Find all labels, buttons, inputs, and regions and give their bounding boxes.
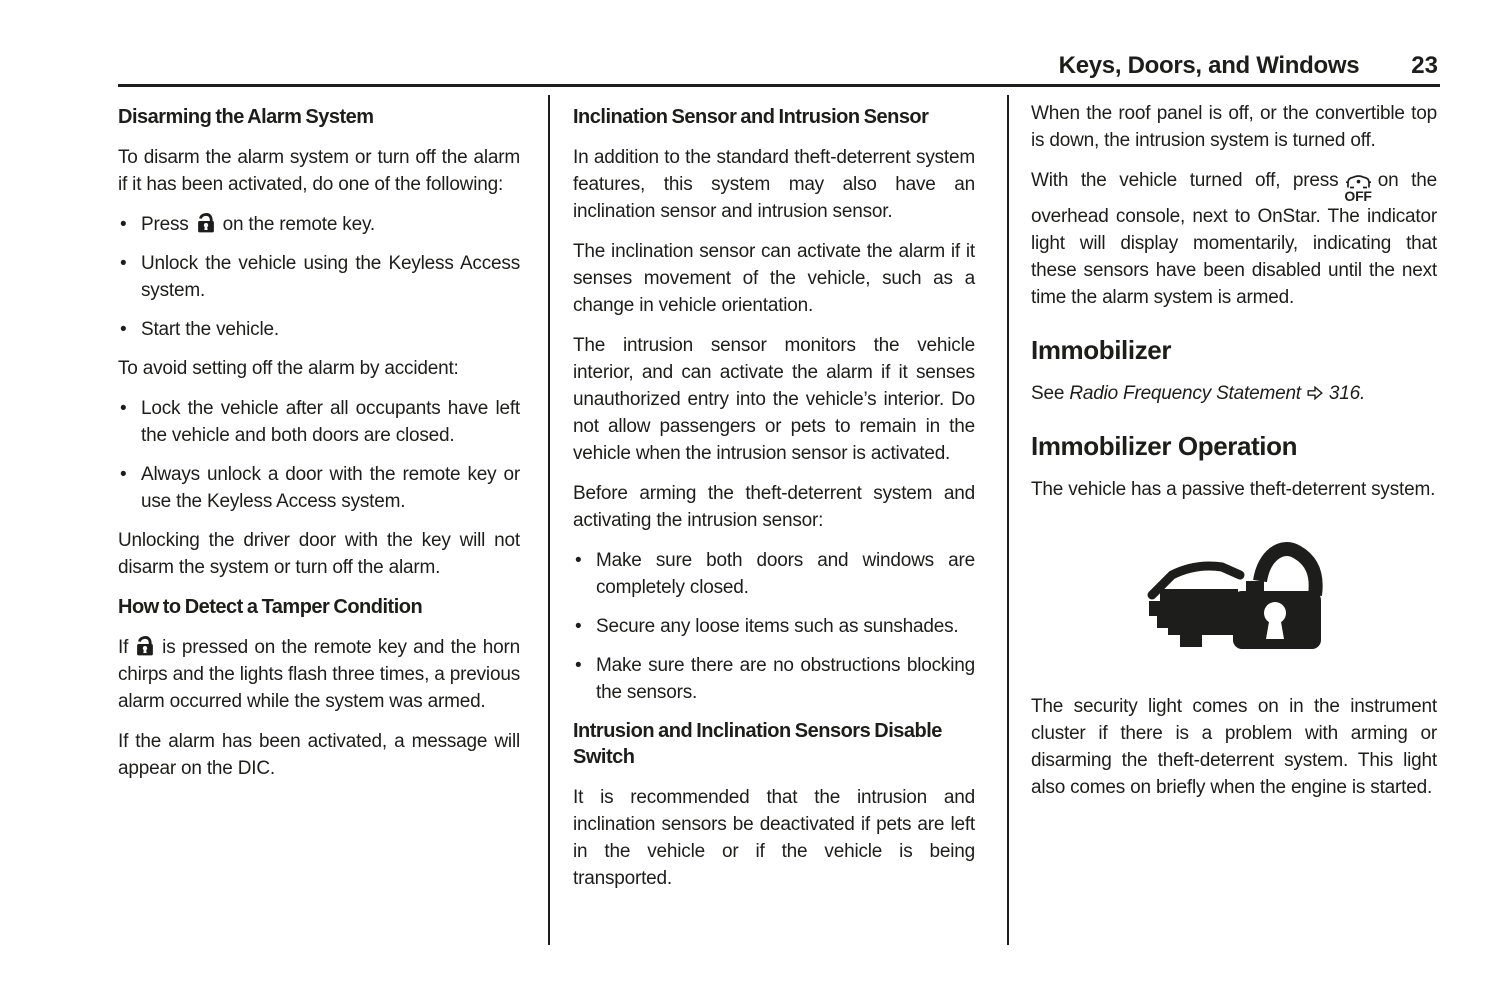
list-item-text: Make sure there are no obstructions blocking the sensors. — [596, 655, 975, 703]
section-heading-tamper: How to Detect a Tamper Condition — [118, 596, 423, 618]
paragraph: In addition to the standard theft-deterrent system features, this system may also have an inclination sensor and intrusion sensor. — [573, 147, 975, 222]
paragraph: The intrusion sensor monitors the vehicle interior, and can activate the alarm if it senses unauthorized entry into the vehicle’s interior. Do not allow passengers or pets to remain in the vehicle when the intrusion sensor is activated. — [573, 335, 975, 464]
reference-page: 316. — [1328, 383, 1366, 404]
paragraph-text: With the vehicle turned off, press — [1031, 170, 1339, 191]
paragraph: Before arming the theft-deterrent system and activating the intrusion sensor: — [573, 483, 975, 531]
list-item — [118, 395, 520, 449]
see-label: See — [1031, 383, 1065, 404]
bullet-list — [118, 211, 520, 343]
section-heading-disable-switch: Intrusion and Inclination Sensors Disable Switch — [573, 720, 942, 768]
list-item-text: Secure any loose items such as sunshades. — [596, 616, 959, 637]
paragraph: To disarm the alarm system or turn off the alarm if it has been activated, do one of the following: — [118, 147, 520, 195]
bullet-dot: • — [120, 253, 127, 274]
list-item — [573, 547, 975, 601]
paragraph — [1031, 167, 1437, 311]
list-item-text: Unlock the vehicle using the Keyless Access system. — [141, 253, 520, 301]
section-heading-disarming: Disarming the Alarm System — [118, 106, 374, 128]
list-item-text: Always unlock a door with the remote key or use the Keyless Access system. — [141, 464, 520, 512]
paragraph-text: If — [118, 637, 129, 658]
list-item-text: Lock the vehicle after all occupants have left the vehicle and both doors are closed. — [141, 398, 520, 446]
paragraph: If the alarm has been activated, a message will appear on the DIC. — [118, 731, 520, 779]
paragraph: It is recommended that the intrusion and inclination sensors be deactivated if pets are left in the vehicle or if the vehicle is being transported. — [573, 787, 975, 889]
right-arrow-icon — [1307, 386, 1323, 400]
bullet-list — [118, 395, 520, 515]
list-item — [573, 652, 975, 706]
column-middle — [573, 100, 975, 905]
page-header — [118, 52, 1438, 80]
bullet-dot: • — [575, 616, 582, 637]
section-heading-immobilizer: Immobilizer — [1031, 335, 1172, 365]
paragraph: Unlocking the driver door with the key will not disarm the system or turn off the alarm. — [118, 530, 520, 578]
bullet-dot: • — [575, 655, 582, 676]
unlock-padlock-icon — [134, 635, 156, 657]
section-heading-sensors: Inclination Sensor and Intrusion Sensor — [573, 106, 929, 128]
column-left — [118, 100, 520, 795]
list-item — [118, 211, 520, 238]
chapter-title: Keys, Doors, and Windows — [1058, 52, 1360, 79]
list-item-text: on the remote key. — [222, 214, 375, 235]
reference-title: Radio Frequency Statement — [1069, 383, 1301, 404]
page-number: 23 — [1411, 52, 1438, 79]
column-divider — [1007, 95, 1009, 945]
bullet-dot: • — [120, 319, 127, 340]
unlock-padlock-icon — [195, 212, 217, 234]
paragraph: The vehicle has a passive theft-deterrent system. — [1031, 479, 1436, 500]
paragraph: When the roof panel is off, or the convertible top is down, the intrusion system is turned off. — [1031, 103, 1437, 151]
vehicle-with-padlock-image — [1134, 533, 1334, 666]
list-item — [118, 316, 520, 343]
cross-reference — [1031, 380, 1437, 407]
bullet-dot: • — [120, 398, 127, 419]
bullet-list — [573, 547, 975, 706]
list-item-text: Press — [141, 214, 189, 235]
bullet-dot: • — [120, 214, 127, 235]
paragraph-text: is pressed on the remote key and the horn chirps and the lights flash three times, a previous alarm occurred while the system was armed. — [118, 637, 520, 712]
list-item — [118, 461, 520, 515]
header-rule — [118, 84, 1440, 87]
paragraph-text: on the overhead console, next to OnStar. The indicator light will display momentarily, indicating that these sensors have been disabled until the next time the alarm system is armed. — [1031, 170, 1437, 308]
bullet-dot: • — [575, 550, 582, 571]
section-heading-immobilizer-operation: Immobilizer Operation — [1031, 431, 1298, 461]
bullet-dot: • — [120, 464, 127, 485]
off-label: OFF — [1344, 188, 1372, 204]
list-item-text: Start the vehicle. — [141, 319, 279, 340]
car-top-icon — [1345, 174, 1372, 189]
column-divider — [548, 95, 550, 945]
paragraph: To avoid setting off the alarm by accident: — [118, 358, 459, 379]
column-right — [1031, 100, 1437, 814]
paragraph: The security light comes on in the instrument cluster if there is a problem with arming or disarming the theft-deterrent system. This light also comes on briefly when the engine is started. — [1031, 696, 1437, 798]
paragraph — [118, 634, 520, 715]
list-item — [118, 250, 520, 304]
paragraph: The inclination sensor can activate the alarm if it senses movement of the vehicle, such as a change in vehicle orientation. — [573, 241, 975, 316]
intrusion-sensor-off-icon — [1344, 174, 1371, 203]
list-item-text: Make sure both doors and windows are completely closed. — [596, 550, 975, 598]
security-light-glyph — [1134, 533, 1334, 661]
list-item — [573, 613, 975, 640]
